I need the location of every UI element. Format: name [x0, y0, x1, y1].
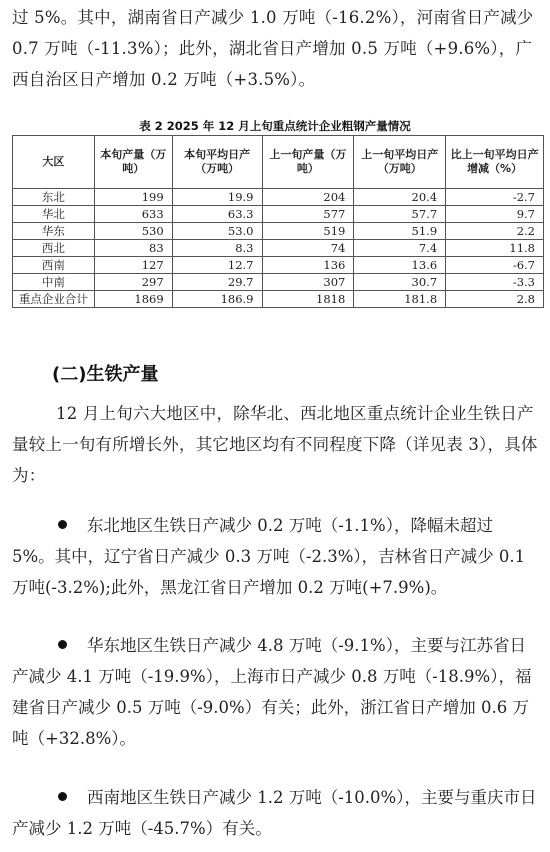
table-total-row	[13, 291, 544, 308]
cell-prev-avg-daily: 51.9	[354, 223, 446, 240]
table-row	[13, 223, 544, 240]
bullet-dot-icon	[58, 640, 67, 649]
header-avg-daily: 本旬平均日产（万吨）	[172, 136, 262, 189]
header-prev-output: 上一旬产量（万吨）	[262, 136, 354, 189]
table-row	[13, 257, 544, 274]
cell-prev-avg-daily: 20.4	[354, 189, 446, 206]
cell-output: 127	[94, 257, 172, 274]
cell-output: 199	[94, 189, 172, 206]
cell-avg-daily: 19.9	[172, 189, 262, 206]
cell-region: 西南	[13, 257, 95, 274]
bullet-dot-icon	[58, 792, 67, 801]
cell-output: 530	[94, 223, 172, 240]
cell-prev-output: 74	[262, 240, 354, 257]
intro-paragraph: 过 5%。其中，湖南省日产减少 1.0 万吨（-16.2%），河南省日产减少 0.7 万吨（-11.3%）；此外，湖北省日产增加 0.5 万吨（+9.6%），广西自治区日产增加 0.2 万吨（+3.5%）。	[12, 8, 534, 89]
bullet-item-southwest	[12, 782, 540, 844]
header-change: 比上一旬平均日产增减（%）	[446, 136, 544, 189]
cell-avg-daily: 29.7	[172, 274, 262, 291]
header-prev-avg-daily: 上一旬平均日产（万吨）	[354, 136, 446, 189]
cell-change: -2.7	[446, 189, 544, 206]
cell-prev-output: 307	[262, 274, 354, 291]
cell-output: 297	[94, 274, 172, 291]
cell-prev-output: 577	[262, 206, 354, 223]
cell-change: -3.3	[446, 274, 544, 291]
cell-prev-avg-daily: 181.8	[354, 291, 446, 308]
table-caption: 表 2 2025 年 12 月上旬重点统计企业粗钢产量情况	[139, 119, 411, 133]
cell-region: 重点企业合计	[13, 291, 95, 308]
cell-prev-output: 204	[262, 189, 354, 206]
cell-region: 华东	[13, 223, 95, 240]
cell-output: 633	[94, 206, 172, 223]
table-row	[13, 206, 544, 223]
cell-avg-daily: 63.3	[172, 206, 262, 223]
cell-avg-daily: 186.9	[172, 291, 262, 308]
cell-prev-avg-daily: 57.7	[354, 206, 446, 223]
bullet-item-northeast	[12, 510, 540, 603]
cell-prev-output: 1818	[262, 291, 354, 308]
header-output: 本旬产量（万吨）	[94, 136, 172, 189]
cell-change: 9.7	[446, 206, 544, 223]
cell-prev-avg-daily: 13.6	[354, 257, 446, 274]
table-header-row	[13, 136, 544, 189]
cell-change: -6.7	[446, 257, 544, 274]
bullet-text: 华东地区生铁日产减少 4.8 万吨（-9.1%），主要与江苏省日产减少 4.1 万吨（-19.9%），上海市日产减少 0.8 万吨（-18.9%），福建省日产减少 0.5 万吨（-9.0%）有关；此外，浙江省日产增加 0.6 万吨（+32.8%）。	[12, 636, 532, 748]
table-row	[13, 274, 544, 291]
header-region: 大区	[13, 136, 95, 189]
bullet-item-east	[12, 630, 540, 754]
cell-change: 2.8	[446, 291, 544, 308]
cell-prev-avg-daily: 7.4	[354, 240, 446, 257]
cell-output: 83	[94, 240, 172, 257]
table-row	[13, 189, 544, 206]
cell-avg-daily: 12.7	[172, 257, 262, 274]
cell-avg-daily: 53.0	[172, 223, 262, 240]
cell-prev-output: 136	[262, 257, 354, 274]
cell-avg-daily: 8.3	[172, 240, 262, 257]
cell-prev-output: 519	[262, 223, 354, 240]
section-heading: (二)生铁产量	[52, 364, 159, 385]
crude-steel-table	[12, 135, 544, 308]
cell-prev-avg-daily: 30.7	[354, 274, 446, 291]
bullet-dot-icon	[58, 520, 67, 529]
cell-region: 西北	[13, 240, 95, 257]
cell-change: 2.2	[446, 223, 544, 240]
bullet-text: 西南地区生铁日产减少 1.2 万吨（-10.0%），主要与重庆市日产减少 1.2 万吨（-45.7%）有关。	[12, 788, 537, 838]
cell-region: 华北	[13, 206, 95, 223]
cell-output: 1869	[94, 291, 172, 308]
cell-change: 11.8	[446, 240, 544, 257]
bullet-text: 东北地区生铁日产减少 0.2 万吨（-1.1%），降幅未超过 5%。其中，辽宁省日产减少 0.3 万吨（-2.3%），吉林省日产减少 0.1 万吨(-3.2%);此外，黑龙江省日产增加 0.2 万吨(+7.9%)。	[12, 516, 526, 597]
pig-iron-intro: 12 月上旬六大地区中，除华北、西北地区重点统计企业生铁日产量较上一旬有所增长外，其它地区均有不同程度下降（详见表 3），具体为：	[12, 404, 538, 485]
cell-region: 东北	[13, 189, 95, 206]
table-row	[13, 240, 544, 257]
cell-region: 中南	[13, 274, 95, 291]
